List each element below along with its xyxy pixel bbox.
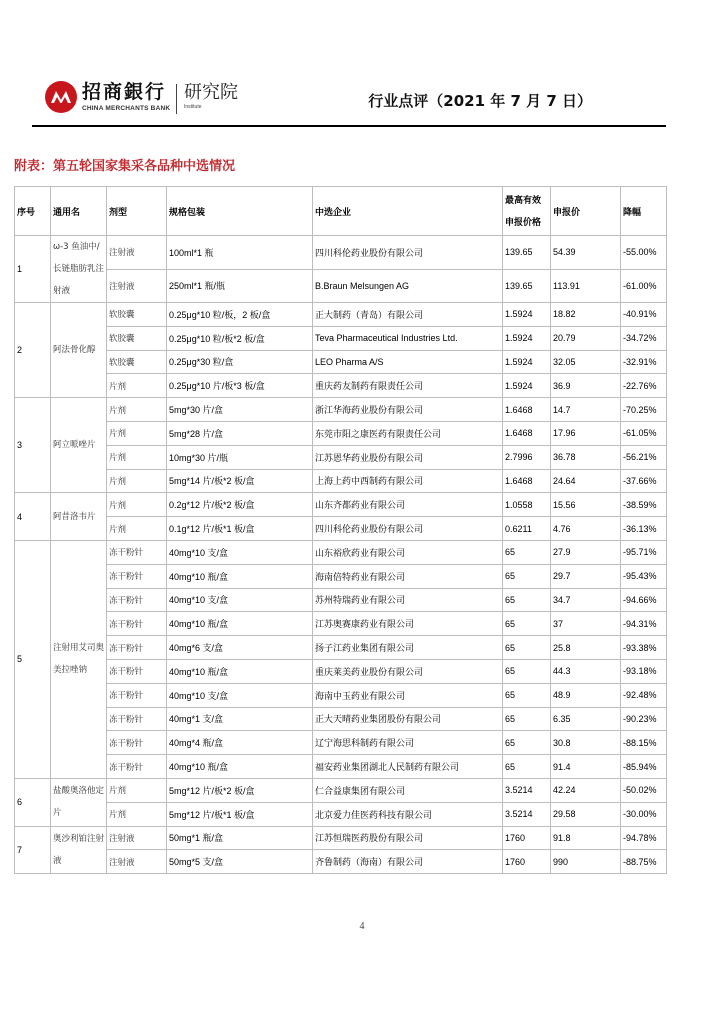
cell-bid: 14.7 (551, 398, 621, 422)
cell-max-price: 2.7996 (503, 445, 551, 469)
cell-max-price: 139.65 (503, 269, 551, 303)
col-header-name: 通用名 (51, 187, 107, 236)
cell-form: 注射液 (107, 826, 167, 850)
cell-max-price: 0.6211 (503, 517, 551, 541)
cell-max-price: 65 (503, 612, 551, 636)
cell-form: 冻干粉针 (107, 683, 167, 707)
table-row (15, 493, 667, 517)
cell-spec: 0.1g*12 片/板*1 板/盒 (167, 517, 313, 541)
cell-generic-name: 阿立哌唑片 (51, 398, 107, 493)
cell-index: 5 (15, 540, 51, 778)
cell-spec: 100ml*1 瓶 (167, 236, 313, 270)
cell-company: 江苏恩华药业股份有限公司 (313, 445, 503, 469)
cell-index: 3 (15, 398, 51, 493)
cell-form: 软胶囊 (107, 303, 167, 327)
cell-generic-name: 盐酸奥洛他定片 (51, 778, 107, 826)
cell-company: 辽宁海思科制药有限公司 (313, 731, 503, 755)
cell-company: 四川科伦药业股份有限公司 (313, 236, 503, 270)
cell-drop: -92.48% (621, 683, 667, 707)
cell-form: 冻干粉针 (107, 564, 167, 588)
cell-generic-name: 阿法骨化醇 (51, 303, 107, 398)
institute-name: 研究院 (184, 82, 238, 103)
cell-form: 冻干粉针 (107, 612, 167, 636)
cell-drop: -61.00% (621, 269, 667, 303)
cell-drop: -38.59% (621, 493, 667, 517)
table-row (15, 778, 667, 802)
cell-form: 冻干粉针 (107, 636, 167, 660)
cell-company: 山东裕欣药业有限公司 (313, 540, 503, 564)
cell-company: 江苏奥赛康药业有限公司 (313, 612, 503, 636)
cell-drop: -93.38% (621, 636, 667, 660)
cell-form: 片剂 (107, 493, 167, 517)
cell-spec: 5mg*30 片/盒 (167, 398, 313, 422)
cell-spec: 40mg*10 支/盒 (167, 683, 313, 707)
cell-form: 片剂 (107, 445, 167, 469)
table-row (15, 421, 667, 445)
cell-spec: 0.25μg*10 粒/板，2 板/盒 (167, 303, 313, 327)
cell-max-price: 1.6468 (503, 421, 551, 445)
cell-form: 片剂 (107, 778, 167, 802)
cell-form: 软胶囊 (107, 350, 167, 374)
cell-form: 注射液 (107, 236, 167, 270)
table-row (15, 707, 667, 731)
cell-drop: -94.66% (621, 588, 667, 612)
cell-bid: 91.4 (551, 755, 621, 779)
table-row (15, 659, 667, 683)
table-row (15, 398, 667, 422)
cell-spec: 40mg*10 瓶/盒 (167, 659, 313, 683)
cell-drop: -34.72% (621, 326, 667, 350)
cell-max-price: 1.5924 (503, 350, 551, 374)
table-row (15, 445, 667, 469)
cell-company: 海南倍特药业有限公司 (313, 564, 503, 588)
cell-max-price: 65 (503, 636, 551, 660)
cell-drop: -30.00% (621, 802, 667, 826)
cell-drop: -55.00% (621, 236, 667, 270)
cell-spec: 5mg*14 片/板*2 板/盒 (167, 469, 313, 493)
cell-bid: 17.96 (551, 421, 621, 445)
cell-max-price: 1760 (503, 826, 551, 850)
table-header-row (15, 187, 667, 236)
table-row (15, 826, 667, 850)
cell-company: 海南中玉药业有限公司 (313, 683, 503, 707)
cell-spec: 40mg*6 支/盒 (167, 636, 313, 660)
cell-spec: 40mg*10 支/盒 (167, 540, 313, 564)
cell-form: 冻干粉针 (107, 540, 167, 564)
cell-spec: 40mg*4 瓶/盒 (167, 731, 313, 755)
table-body (15, 236, 667, 874)
cell-form: 冻干粉针 (107, 755, 167, 779)
cell-company: 福安药业集团湖北人民制药有限公司 (313, 755, 503, 779)
cell-generic-name: 阿昔洛韦片 (51, 493, 107, 541)
cell-max-price: 1.5924 (503, 326, 551, 350)
cell-company: 上海上药中西制药有限公司 (313, 469, 503, 493)
cell-max-price: 65 (503, 564, 551, 588)
cell-spec: 5mg*28 片/盒 (167, 421, 313, 445)
cell-spec: 0.25μg*10 片/板*3 板/盒 (167, 374, 313, 398)
cell-company: Teva Pharmaceutical Industries Ltd. (313, 326, 503, 350)
table-row (15, 683, 667, 707)
cell-max-price: 3.5214 (503, 802, 551, 826)
table-row (15, 469, 667, 493)
cell-spec: 40mg*1 支/盒 (167, 707, 313, 731)
cell-company: 重庆药友制药有限责任公司 (313, 374, 503, 398)
cell-generic-name: ω-3 鱼油中/长链脂肪乳注射液 (51, 236, 107, 303)
cell-max-price: 65 (503, 659, 551, 683)
table-row (15, 802, 667, 826)
cell-bid: 44.3 (551, 659, 621, 683)
cell-company: LEO Pharma A/S (313, 350, 503, 374)
cell-bid: 18.82 (551, 303, 621, 327)
cell-form: 注射液 (107, 850, 167, 874)
cell-max-price: 65 (503, 755, 551, 779)
cell-spec: 0.25μg*30 粒/盒 (167, 350, 313, 374)
cell-spec: 5mg*12 片/板*2 板/盒 (167, 778, 313, 802)
cell-bid: 48.9 (551, 683, 621, 707)
cell-bid: 15.56 (551, 493, 621, 517)
cell-drop: -70.25% (621, 398, 667, 422)
col-header-drop: 降幅 (621, 187, 667, 236)
cell-bid: 36.9 (551, 374, 621, 398)
cell-form: 冻干粉针 (107, 659, 167, 683)
table-row (15, 374, 667, 398)
cell-drop: -94.78% (621, 826, 667, 850)
header-divider (32, 125, 666, 127)
cmb-logo-icon (44, 80, 78, 114)
cell-form: 冻干粉针 (107, 588, 167, 612)
cell-max-price: 65 (503, 683, 551, 707)
cell-bid: 113.91 (551, 269, 621, 303)
cell-form: 片剂 (107, 517, 167, 541)
cell-bid: 91.8 (551, 826, 621, 850)
cell-company: 扬子江药业集团有限公司 (313, 636, 503, 660)
cell-bid: 30.8 (551, 731, 621, 755)
cell-drop: -90.23% (621, 707, 667, 731)
cell-company: 仁合益康集团有限公司 (313, 778, 503, 802)
cell-max-price: 65 (503, 707, 551, 731)
col-header-max-price: 最高有效申报价格 (503, 187, 551, 236)
selection-table (14, 186, 667, 874)
table-row (15, 564, 667, 588)
table-row (15, 326, 667, 350)
cell-bid: 42.24 (551, 778, 621, 802)
col-header-index: 序号 (15, 187, 51, 236)
cell-spec: 0.25μg*10 粒/板*2 板/盒 (167, 326, 313, 350)
table-row (15, 755, 667, 779)
cell-max-price: 3.5214 (503, 778, 551, 802)
cell-form: 冻干粉针 (107, 731, 167, 755)
table-row (15, 850, 667, 874)
cell-company: 齐鲁制药（海南）有限公司 (313, 850, 503, 874)
cell-company: 重庆莱美药业股份有限公司 (313, 659, 503, 683)
cell-drop: -94.31% (621, 612, 667, 636)
cell-drop: -22.76% (621, 374, 667, 398)
cell-bid: 36.78 (551, 445, 621, 469)
institute-name-en: Institute (184, 104, 202, 110)
cell-form: 冻干粉针 (107, 707, 167, 731)
cell-max-price: 1.5924 (503, 374, 551, 398)
brand-name-en: CHINA MERCHANTS BANK (82, 105, 171, 112)
cell-bid: 24.64 (551, 469, 621, 493)
cell-bid: 29.7 (551, 564, 621, 588)
cell-bid: 32.05 (551, 350, 621, 374)
cell-drop: -88.15% (621, 731, 667, 755)
institute-block (184, 82, 238, 110)
cell-spec: 10mg*30 片/瓶 (167, 445, 313, 469)
cell-form: 片剂 (107, 374, 167, 398)
table-row (15, 517, 667, 541)
cell-drop: -93.18% (621, 659, 667, 683)
cell-spec: 40mg*10 瓶/盒 (167, 612, 313, 636)
cell-drop: -85.94% (621, 755, 667, 779)
table-row (15, 636, 667, 660)
cell-max-price: 1.6468 (503, 398, 551, 422)
table-row (15, 588, 667, 612)
cell-max-price: 1.6468 (503, 469, 551, 493)
cell-form: 注射液 (107, 269, 167, 303)
cell-index: 6 (15, 778, 51, 826)
cell-bid: 29.58 (551, 802, 621, 826)
brand-block (82, 81, 170, 112)
cell-bid: 54.39 (551, 236, 621, 270)
cell-company: 四川科伦药业股份有限公司 (313, 517, 503, 541)
cell-form: 片剂 (107, 398, 167, 422)
table-row (15, 612, 667, 636)
cell-max-price: 65 (503, 731, 551, 755)
cell-company: 江苏恒瑞医药股份有限公司 (313, 826, 503, 850)
cell-drop: -37.66% (621, 469, 667, 493)
page-header (0, 0, 724, 128)
cell-spec: 40mg*10 瓶/盒 (167, 755, 313, 779)
col-header-form: 剂型 (107, 187, 167, 236)
cell-spec: 0.2g*12 片/板*2 板/盒 (167, 493, 313, 517)
cell-spec: 5mg*12 片/板*1 板/盒 (167, 802, 313, 826)
cell-index: 4 (15, 493, 51, 541)
cell-max-price: 65 (503, 588, 551, 612)
table-row (15, 236, 667, 270)
cell-company: 正大天晴药业集团股份有限公司 (313, 707, 503, 731)
cell-bid: 20.79 (551, 326, 621, 350)
col-header-company: 中选企业 (313, 187, 503, 236)
cell-bid: 6.35 (551, 707, 621, 731)
cell-drop: -50.02% (621, 778, 667, 802)
cell-max-price: 1.5924 (503, 303, 551, 327)
table-row (15, 269, 667, 303)
brand-divider (176, 84, 177, 114)
col-header-bid: 申报价 (551, 187, 621, 236)
cell-company: B.Braun Melsungen AG (313, 269, 503, 303)
cell-generic-name: 奥沙利铂注射液 (51, 826, 107, 874)
cell-max-price: 1760 (503, 850, 551, 874)
cell-drop: -61.05% (621, 421, 667, 445)
page-number: 4 (359, 921, 365, 932)
col-header-spec: 规格包装 (167, 187, 313, 236)
cell-form: 软胶囊 (107, 326, 167, 350)
cell-bid: 25.8 (551, 636, 621, 660)
cell-max-price: 1.0558 (503, 493, 551, 517)
cell-company: 正大制药（青岛）有限公司 (313, 303, 503, 327)
cell-bid: 34.7 (551, 588, 621, 612)
cell-drop: -95.71% (621, 540, 667, 564)
cell-company: 山东齐都药业有限公司 (313, 493, 503, 517)
cell-drop: -95.43% (621, 564, 667, 588)
table-row (15, 731, 667, 755)
cell-bid: 4.76 (551, 517, 621, 541)
cell-max-price: 65 (503, 540, 551, 564)
cell-drop: -32.91% (621, 350, 667, 374)
cell-bid: 37 (551, 612, 621, 636)
cell-bid: 27.9 (551, 540, 621, 564)
brand-name: 招商銀行 (82, 81, 167, 103)
cell-spec: 50mg*1 瓶/盒 (167, 826, 313, 850)
cell-spec: 40mg*10 瓶/盒 (167, 564, 313, 588)
table-row (15, 350, 667, 374)
cell-generic-name: 注射用艾司奥美拉唑钠 (51, 540, 107, 778)
cell-drop: -40.91% (621, 303, 667, 327)
cell-spec: 50mg*5 支/盒 (167, 850, 313, 874)
table-row (15, 303, 667, 327)
cell-spec: 40mg*10 支/盒 (167, 588, 313, 612)
cell-form: 片剂 (107, 421, 167, 445)
cell-index: 2 (15, 303, 51, 398)
cell-company: 东莞市阳之康医药有限责任公司 (313, 421, 503, 445)
cell-company: 苏州特瑞药业有限公司 (313, 588, 503, 612)
cell-index: 7 (15, 826, 51, 874)
cell-bid: 990 (551, 850, 621, 874)
cell-drop: -88.75% (621, 850, 667, 874)
cell-company: 北京爱力佳医药科技有限公司 (313, 802, 503, 826)
cell-company: 浙江华海药业股份有限公司 (313, 398, 503, 422)
cell-max-price: 139.65 (503, 236, 551, 270)
cell-spec: 250ml*1 瓶/瓶 (167, 269, 313, 303)
cell-index: 1 (15, 236, 51, 303)
cell-drop: -56.21% (621, 445, 667, 469)
cell-form: 片剂 (107, 802, 167, 826)
table-row (15, 540, 667, 564)
cell-drop: -36.13% (621, 517, 667, 541)
section-title: 附表：第五轮国家集采各品种中选情况 (14, 159, 236, 174)
report-title: 行业点评（2021 年 7 月 7 日） (368, 92, 592, 110)
cell-form: 片剂 (107, 469, 167, 493)
